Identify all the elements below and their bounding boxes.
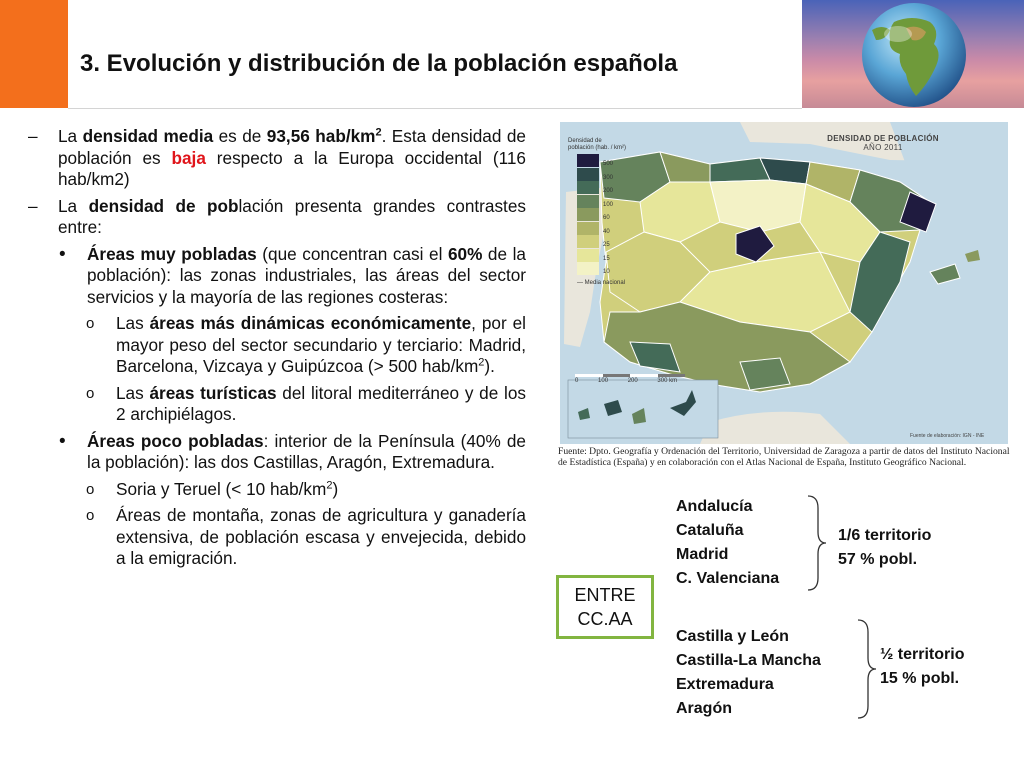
legend-national-label: — Media nacional xyxy=(577,279,626,286)
legend-swatch xyxy=(577,154,599,167)
group1-regions xyxy=(676,495,779,591)
content-text xyxy=(28,126,526,575)
group1-summary: 1/6 territorio 57 % pobl. xyxy=(838,527,932,568)
map-legend-title: Densidad de población (hab. / km²) xyxy=(568,138,627,151)
legend-label: 10 xyxy=(603,269,610,275)
header-orange-block xyxy=(0,0,68,108)
legend-swatch xyxy=(577,235,599,248)
group2-regions xyxy=(676,625,821,721)
legend-swatch xyxy=(577,181,599,194)
region-label: Castilla-La Mancha xyxy=(676,652,821,669)
legend-label: 500 xyxy=(603,161,614,167)
bullet-contrastes: – La densidad de población presenta grandes contrastes entre: xyxy=(28,195,526,237)
legend-label: 60 xyxy=(603,215,610,221)
legend-swatch xyxy=(577,262,599,275)
right-brace-icon xyxy=(856,618,878,720)
map-scale: 0 100 200 300 km xyxy=(575,378,678,384)
right-brace-icon xyxy=(806,494,828,592)
entre-ccaa-box: ENTRE CC.AA xyxy=(556,575,654,639)
legend-label: 15 xyxy=(603,255,610,262)
legend-label: 25 xyxy=(603,242,610,248)
region-label: Extremadura xyxy=(676,676,774,693)
bullet-areas-montana: o Áreas de montaña, zonas de agricultura y ganadería extensiva, de población escasa y envejecida, debido a la emigración. xyxy=(86,505,526,568)
legend-label: 200 xyxy=(603,188,614,194)
globe-banner-image xyxy=(802,0,1024,108)
bullet-areas-muy-pobladas: • Áreas muy pobladas (que concentran casi el 60% de la población): las zonas industriales, las áreas del sector servicios y la mayoría de las regiones costeras: xyxy=(59,243,526,307)
region-label: Andalucía xyxy=(676,498,753,515)
density-map xyxy=(560,122,1008,444)
globe-icon xyxy=(802,0,1024,108)
legend-swatch xyxy=(577,168,599,181)
legend-label: 100 xyxy=(603,201,614,208)
map-small-credit: Fuente de elaboración: IGN - INE xyxy=(910,433,985,439)
bullet-areas-poco-pobladas: • Áreas poco pobladas: interior de la Península (40% de la población): las dos Castillas, Aragón, Extremadura. xyxy=(59,430,526,472)
region-label: Cataluña xyxy=(676,522,744,539)
legend-swatch xyxy=(577,222,599,235)
bullet-densidad-media: – La densidad media es de 93,56 hab/$km^2$. Esta densidad de población es baja respecto a la Europa occidental (116 hab/km2) xyxy=(28,126,526,189)
spain-map-graphic xyxy=(560,122,1008,444)
region-label: Castilla y León xyxy=(676,628,789,645)
region-label: C. Valenciana xyxy=(676,570,780,587)
legend-swatch xyxy=(577,195,599,208)
map-source-caption: Fuente: Dpto. Geografía y Ordenación del Territorio, Universidad de Zaragoza a partir de datos del Instituto Nacional de Estadística (España) y en colaboración con el Atlas Nacional de España, Instituto Geográfico Nacional. xyxy=(558,446,1010,468)
bullet-soria-teruel: o Soria y Teruel (< 10 hab/$km^2$) xyxy=(86,478,339,499)
bullet-areas-turisticas: o Las áreas turísticas del litoral mediterráneo y de los 2 archipiélagos. xyxy=(86,382,526,424)
page-title: 3. Evolución y distribución de la población española xyxy=(80,50,678,77)
title-divider xyxy=(68,108,802,109)
legend-swatch xyxy=(577,208,599,221)
region-label: Madrid xyxy=(676,546,729,563)
map-title: DENSIDAD DE POBLACIÓN AÑO 2011 xyxy=(827,134,939,152)
bullet-areas-dinamicas: o Las áreas más dinámicas económicamente, por el mayor peso del sector secundario y terciario: Madrid, Barcelona, Vizcaya y Guipúzcoa (> 500 hab/$km^2$). xyxy=(86,313,526,376)
group2-summary: ½ territorio 15 % pobl. xyxy=(880,646,965,687)
region-label: Aragón xyxy=(676,700,732,717)
legend-label: 40 xyxy=(603,228,610,235)
legend-label: 300 xyxy=(603,174,614,181)
legend-swatch xyxy=(577,249,599,262)
